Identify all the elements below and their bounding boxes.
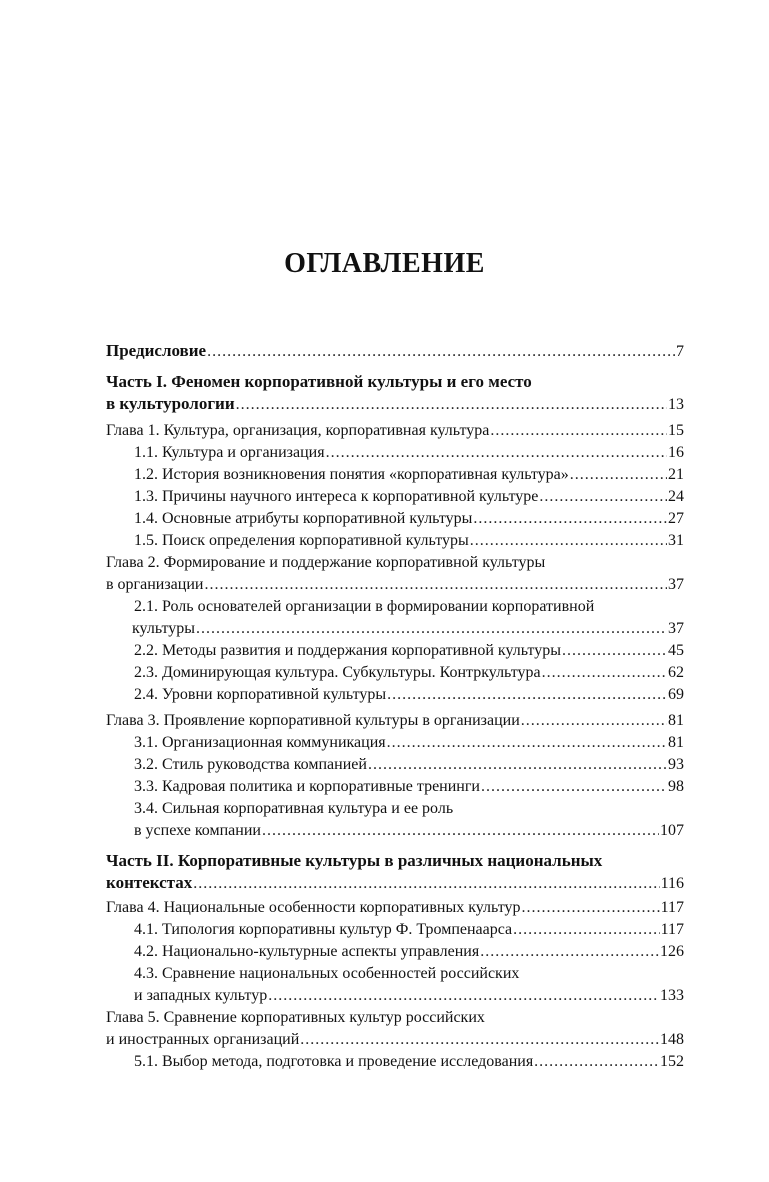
dot-leader: [262, 820, 659, 842]
toc-entry-s2-4: [106, 684, 684, 706]
dot-leader: [268, 985, 659, 1007]
toc-entry-title: Глава 2. Формирование и поддержание корпоративной культуры: [106, 554, 546, 571]
toc-entry-s2-2: [106, 640, 684, 662]
dot-leader: [542, 662, 667, 684]
toc-entry-title: Глава 1. Культура, организация, корпоративная культура: [106, 422, 490, 439]
toc-entry-preface: [106, 340, 684, 363]
dot-leader: [522, 897, 660, 919]
toc-page-number: 152: [660, 1053, 684, 1070]
dot-leader: [539, 486, 667, 508]
toc-entry-s1-1: [106, 442, 684, 464]
dot-leader: [326, 442, 667, 464]
dot-leader: [368, 754, 667, 776]
toc-entry-title: 3.4. Сильная корпоративная культура и ее роль: [134, 800, 454, 817]
toc-page-number: 126: [660, 943, 684, 960]
dot-leader: [534, 1051, 659, 1073]
toc-page-number: 62: [668, 664, 684, 681]
toc-entry-title: 1.5. Поиск определения корпоративной культуры: [134, 532, 469, 549]
toc-entry-s2-3: [106, 662, 684, 684]
toc-entry-title: Глава 4. Национальные особенности корпоративных культур: [106, 899, 521, 916]
toc-page-number: 81: [668, 734, 684, 751]
toc-entry-title: 3.2. Стиль руководства компанией: [134, 756, 367, 773]
toc-page-number: 69: [668, 686, 684, 703]
toc-page-number: 45: [668, 642, 684, 659]
toc-entry-title: 1.3. Причины научного интереса к корпоративной культуре: [134, 488, 539, 505]
toc-page-number: 37: [668, 576, 684, 593]
dot-leader: [473, 508, 667, 530]
toc-entry-title: Предисловие: [106, 341, 207, 360]
dot-leader: [480, 941, 659, 963]
toc-entry-s2-1: [106, 596, 684, 640]
toc-page-number: 37: [668, 620, 684, 637]
toc-entry-s1-4: [106, 508, 684, 530]
toc-page-number: 21: [668, 466, 684, 483]
dot-leader: [562, 640, 667, 662]
dot-leader: [207, 341, 675, 363]
toc-page-number: 24: [668, 488, 684, 505]
dot-leader: [193, 873, 659, 895]
toc-entry-title: 1.4. Основные атрибуты корпоративной культуры: [134, 510, 473, 527]
toc-page-number: 16: [668, 444, 684, 461]
toc-entry-s3-3: [106, 776, 684, 798]
dot-leader: [196, 618, 667, 640]
toc-page-number: 133: [660, 987, 684, 1004]
toc-entry-ch2: [106, 552, 684, 596]
toc-entry-s5-1: [106, 1051, 684, 1073]
toc-entry-s3-4: [106, 798, 684, 842]
toc-page-number: 15: [668, 422, 684, 439]
dot-leader: [570, 464, 667, 486]
toc-entry-title-cont: и западных культур: [134, 987, 268, 1004]
toc-page-number: 117: [660, 921, 684, 938]
toc-entry-part1: [106, 371, 684, 416]
toc-entry-title: 4.2. Национально-культурные аспекты управления: [134, 943, 480, 960]
toc-page-number: 31: [668, 532, 684, 549]
dot-leader: [490, 420, 667, 442]
page-title: ОГЛАВЛЕНИЕ: [284, 248, 485, 279]
toc-entry-title: 5.1. Выбор метода, подготовка и проведение исследования: [134, 1053, 534, 1070]
toc-page-number: 98: [668, 778, 684, 795]
toc-entry-s1-2: [106, 464, 684, 486]
toc-entry-title: 1.2. История возникновения понятия «корпоративная культура»: [134, 466, 569, 483]
toc-page-number: 7: [676, 343, 684, 360]
toc-entry-title-cont: в культурологии: [106, 394, 235, 413]
dot-leader: [513, 919, 659, 941]
dot-leader: [387, 684, 667, 706]
toc-entry-ch4: [106, 897, 684, 919]
toc-page-number: 13: [668, 396, 684, 413]
toc-entry-s3-2: [106, 754, 684, 776]
toc-entry-s4-3: [106, 963, 684, 1007]
dot-leader: [204, 574, 667, 596]
dot-leader: [236, 394, 667, 416]
toc-entry-title: 2.4. Уровни корпоративной культуры: [134, 686, 387, 703]
toc-entry-title: 4.3. Сравнение национальных особенностей российских: [134, 965, 520, 982]
toc-entry-title-cont: в организации: [106, 576, 204, 593]
dot-leader: [481, 776, 667, 798]
toc-entry-title-cont: и иностранных организаций: [106, 1031, 300, 1048]
toc-page-number: 148: [660, 1031, 684, 1048]
toc-entry-s1-3: [106, 486, 684, 508]
dot-leader: [300, 1029, 659, 1051]
toc-page-number: 27: [668, 510, 684, 527]
toc-entry-ch5: [106, 1007, 684, 1051]
toc-entry-ch3: [106, 710, 684, 732]
toc-entry-s1-5: [106, 530, 684, 552]
toc-entry-title-cont: в успехе компании: [134, 822, 261, 839]
toc-page-number: 107: [660, 822, 684, 839]
toc-entry-title: 3.3. Кадровая политика и корпоративные тренинги: [134, 778, 480, 795]
toc-entry-title: Глава 3. Проявление корпоративной культуры в организации: [106, 712, 520, 729]
toc-entry-ch1: [106, 420, 684, 442]
toc-page-number: 81: [668, 712, 684, 729]
toc-entry-s3-1: [106, 732, 684, 754]
toc-entry-title: 2.1. Роль основателей организации в формировании корпоративной: [134, 598, 595, 615]
toc-entry-title: Глава 5. Сравнение корпоративных культур российских: [106, 1009, 485, 1026]
toc-entry-title: 2.2. Методы развития и поддержания корпоративной культуры: [134, 642, 561, 659]
dot-leader: [387, 732, 667, 754]
toc-entry-s4-2: [106, 941, 684, 963]
toc-entry-part2: [106, 850, 684, 895]
toc-entry-title: 2.3. Доминирующая культура. Субкультуры. Контркультура: [134, 664, 541, 681]
table-of-contents: [106, 340, 684, 1073]
toc-page-number: 117: [660, 899, 684, 916]
toc-entry-title: Часть II. Корпоративные культуры в различных национальных: [106, 851, 603, 870]
toc-entry-title-cont: контекстах: [106, 873, 193, 892]
toc-entry-s4-1: [106, 919, 684, 941]
dot-leader: [470, 530, 667, 552]
toc-entry-title-cont: культуры: [132, 620, 196, 637]
dot-leader: [521, 710, 667, 732]
toc-entry-title: 3.1. Организационная коммуникация: [134, 734, 386, 751]
toc-page-number: 116: [660, 875, 684, 892]
toc-entry-title: 1.1. Культура и организация: [134, 444, 325, 461]
toc-entry-title: 4.1. Типология корпоративны культур Ф. Тромпенаарса: [134, 921, 513, 938]
toc-entry-title: Часть I. Феномен корпоративной культуры и его место: [106, 372, 532, 391]
toc-page-number: 93: [668, 756, 684, 773]
